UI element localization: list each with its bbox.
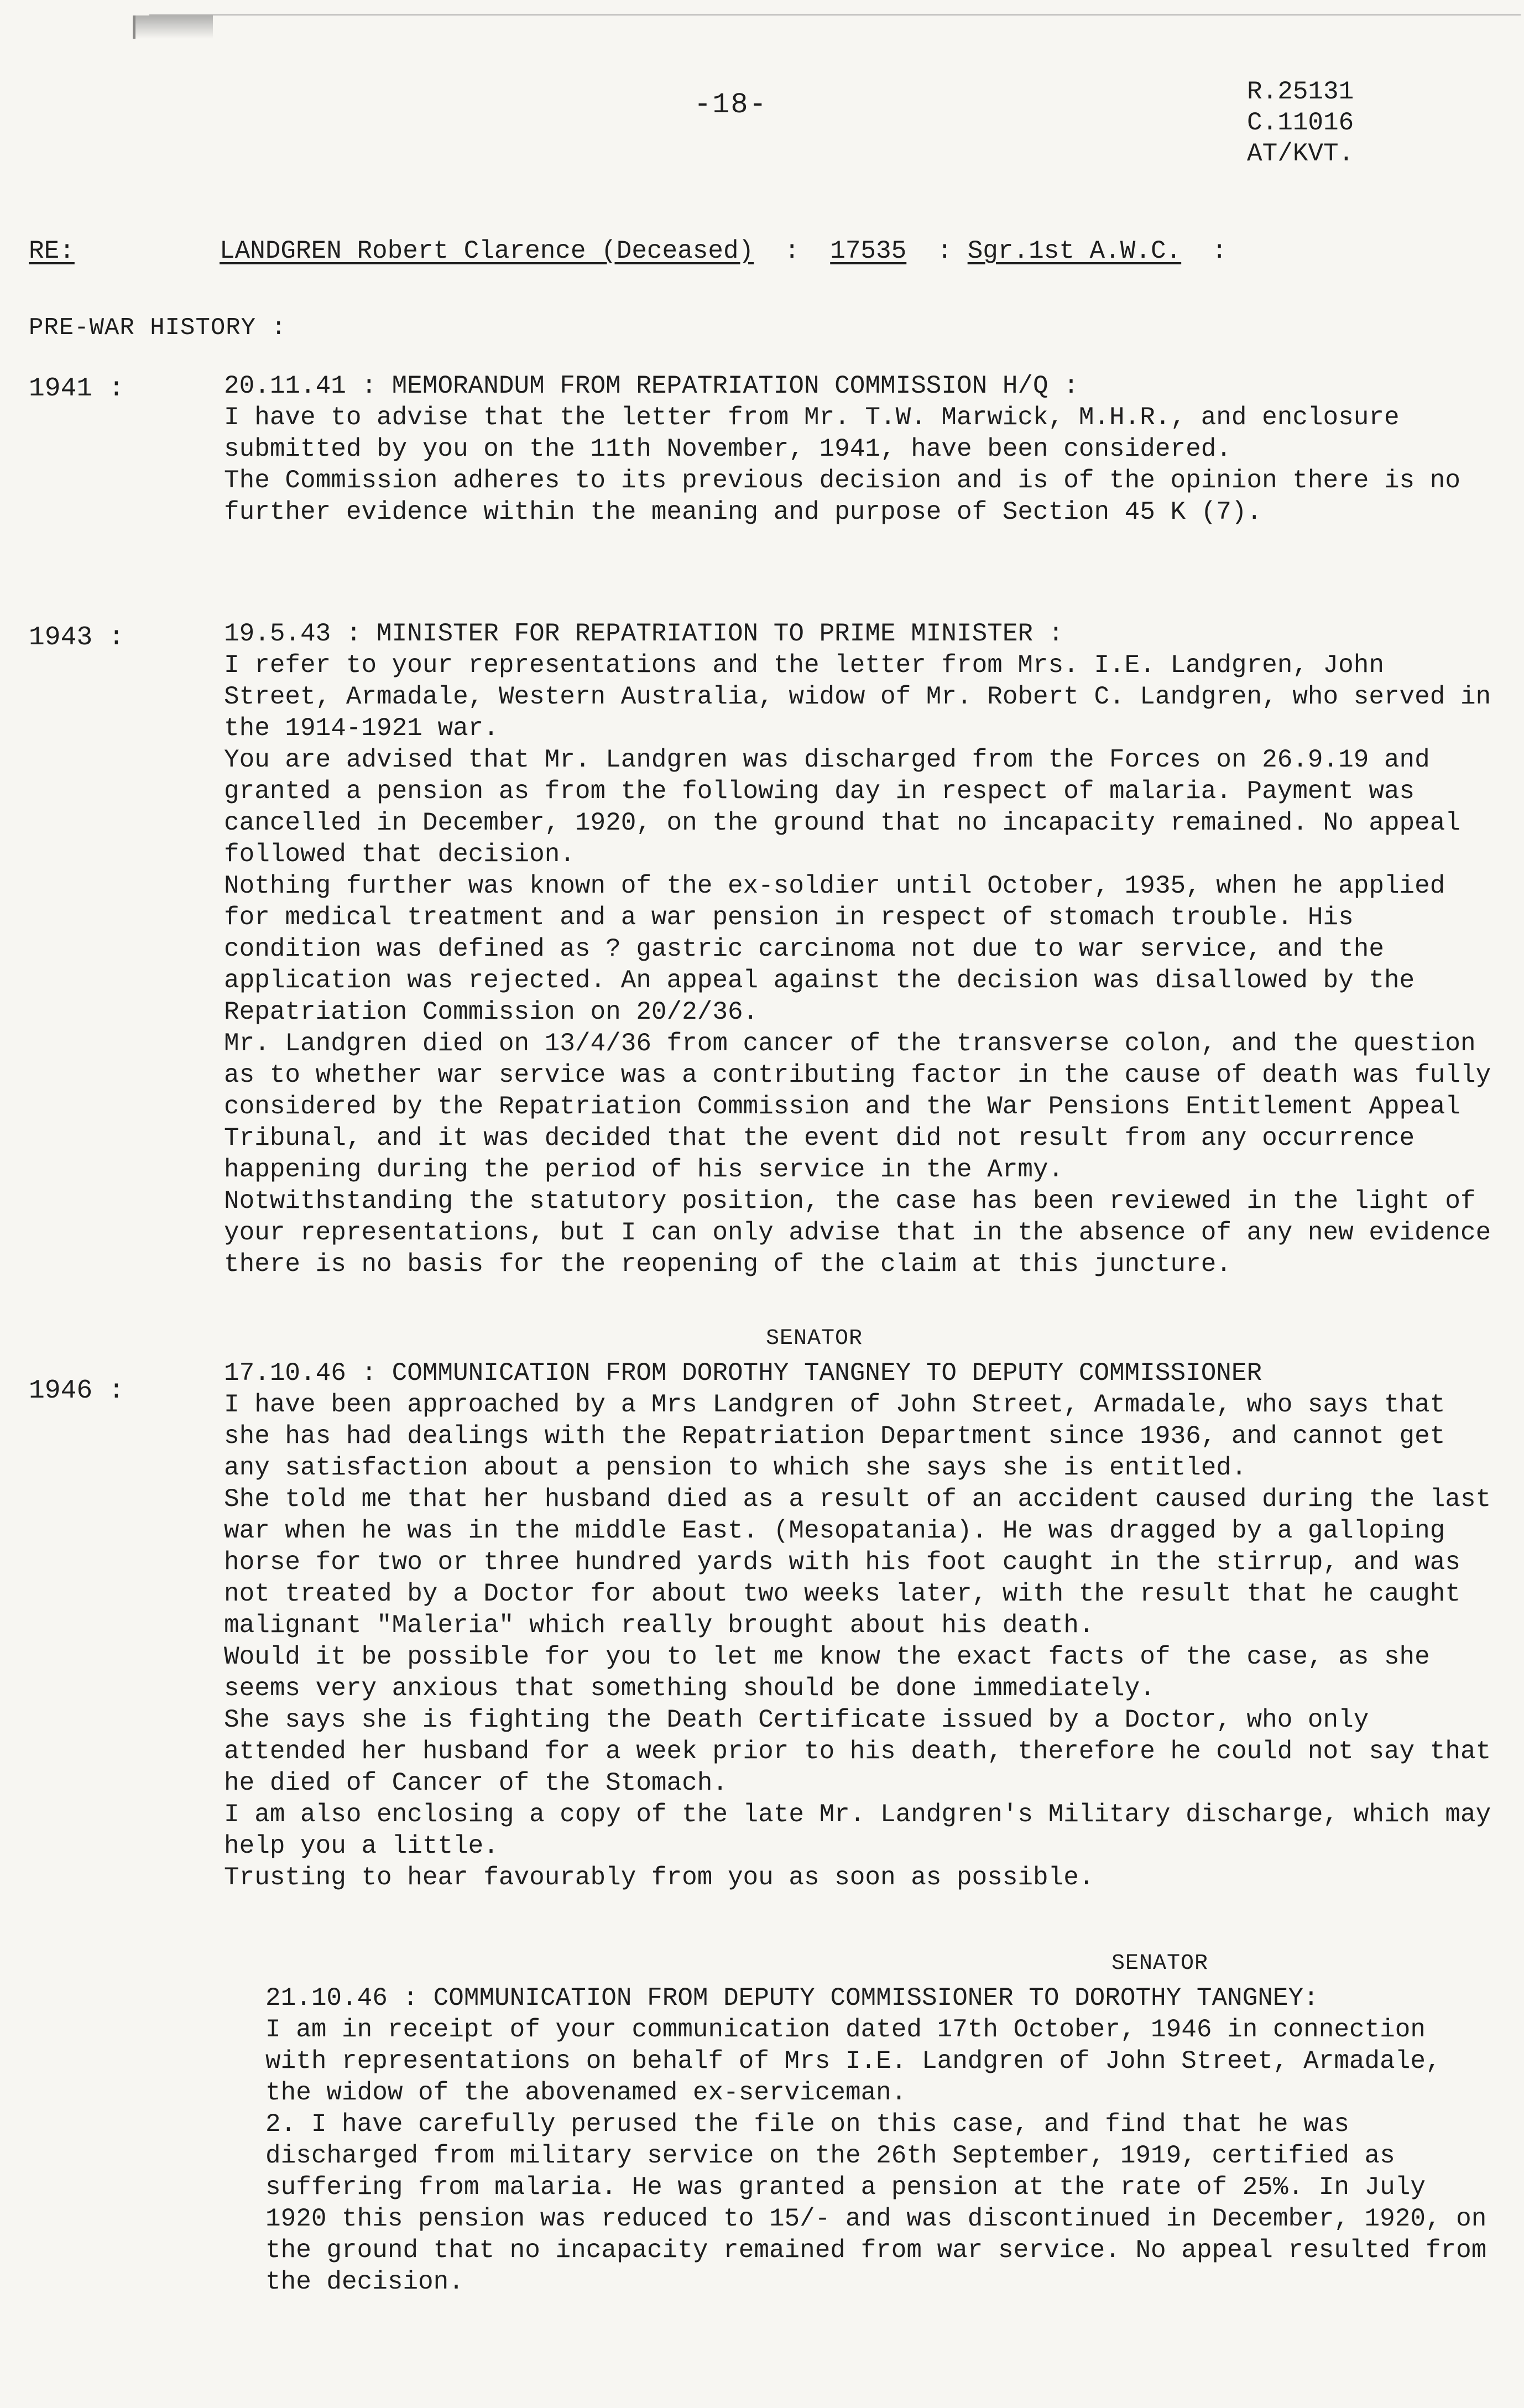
- scan-edge-line: [149, 14, 1521, 15]
- reference-initials: AT/KVT.: [1247, 139, 1354, 168]
- entry-paragraph: I refer to your representations and the letter from Mrs. I.E. Landgren, John Street, Armadale, Western Australia, widow of Mr. Robert C. Landgren, who served in the 1914-1921 war.: [224, 651, 1491, 743]
- re-label: RE:: [29, 237, 75, 265]
- rank-unit: Sgr.1st A.W.C.: [967, 237, 1182, 265]
- entry-paragraph: Notwithstanding the statutory position, the case has been reviewed in the light of your representations, but I can only advise that in the absence of any new evidence there is no basis for the reopening of the claim at this juncture.: [224, 1187, 1491, 1279]
- entry-paragraph: I am in receipt of your communication dated 17th October, 1946 in connection with representations on behalf of Mrs I.E. Landgren of John Street, Armadale, the widow of the abovenamed ex-serviceman.: [265, 2015, 1441, 2107]
- entry-paragraph: I am also enclosing a copy of the late Mr. Landgren's Military discharge, which may help you a little.: [224, 1800, 1491, 1860]
- service-number: 17535: [830, 237, 907, 265]
- reference-c: C.11016: [1247, 108, 1354, 137]
- entry-heading: 21.10.46 : COMMUNICATION FROM DEPUTY COMMISSIONER TO DOROTHY TANGNEY:: [265, 1984, 1319, 2013]
- scan-artifact: [133, 15, 213, 39]
- year-label: 1943 :: [29, 623, 124, 653]
- year-label: 1941 :: [29, 374, 124, 404]
- entry-1946-deputy: [265, 1983, 1499, 2298]
- entry-paragraph: Would it be possible for you to let me know the exact facts of the case, as she seems very anxious that something should be done immediately.: [224, 1643, 1430, 1703]
- entry-1946-tangney: [224, 1358, 1496, 1894]
- subject-separator: :: [784, 237, 800, 265]
- reference-r: R.25131: [1247, 77, 1354, 106]
- entry-heading: 20.11.41 : MEMORANDUM FROM REPATRIATION COMMISSION H/Q :: [224, 372, 1079, 400]
- entry-paragraph: Nothing further was known of the ex-soldier until October, 1935, when he applied for medical treatment and a war pension in respect of stomach trouble. His condition was defined as ? gastric carcinoma not due to war service, and the application was rejected. An appeal against the decision was disallowed by the Repatriation Commission on 20/2/36.: [224, 872, 1445, 1026]
- subject-separator: :: [1212, 237, 1227, 265]
- entry-paragraph: I have been approached by a Mrs Landgren of John Street, Armadale, who says that she has had dealings with the Repatriation Department since 1936, and cannot get any satisfaction about a pension to which she says she is entitled.: [224, 1390, 1445, 1482]
- entry-paragraph: She says she is fighting the Death Certificate issued by a Doctor, who only attended her husband for a week prior to his death, therefore he could not say that he died of Cancer of the Stomach.: [224, 1706, 1491, 1797]
- entry-paragraph: The Commission adheres to its previous decision and is of the opinion there is no further evidence within the meaning and purpose of Section 45 K (7).: [224, 466, 1460, 527]
- entry-1943: [224, 618, 1496, 1280]
- page-number: -18-: [694, 88, 768, 121]
- subject-name: LANDGREN Robert Clarence (Deceased): [220, 237, 754, 265]
- senator-annotation: SENATOR: [1111, 1951, 1209, 1976]
- year-label: 1946 :: [29, 1376, 124, 1406]
- entry-paragraph: I have to advise that the letter from Mr. T.W. Marwick, M.H.R., and enclosure submitted by you on the 11th November, 1941, have been considered.: [224, 403, 1400, 463]
- subject-line: [29, 237, 1489, 265]
- entry-paragraph: Mr. Landgren died on 13/4/36 from cancer of the transverse colon, and the question as to whether war service was a contributing factor in the cause of death was fully considered by the Repatriation Commission and the War Pensions Entitlement Appeal Tribunal, and it was decided that the event did not result from any occurrence happening during the period of his service in the Army.: [224, 1029, 1491, 1184]
- reference-block: [1247, 76, 1354, 169]
- entry-paragraph: She told me that her husband died as a result of an accident caused during the last war when he was in the middle East. (Mesopatania). He was dragged by a galloping horse for two or three hundred yards with his foot caught in the stirrup, and was not treated by a Doctor for about two weeks later, with the result that he caught malignant "Maleria" which really brought about his death.: [224, 1485, 1491, 1640]
- section-title: PRE-WAR HISTORY :: [29, 314, 286, 342]
- entry-paragraph: You are advised that Mr. Landgren was discharged from the Forces on 26.9.19 and granted a pension as from the following day in respect of malaria. Payment was cancelled in December, 1920, on the ground that no incapacity remained. No appeal followed that decision.: [224, 746, 1460, 869]
- entry-heading: 19.5.43 : MINISTER FOR REPATRIATION TO PRIME MINISTER :: [224, 619, 1064, 648]
- entry-paragraph: Trusting to hear favourably from you as soon as possible.: [224, 1863, 1094, 1892]
- entry-paragraph: 2. I have carefully perused the file on this case, and find that he was discharged from military service on the 26th September, 1919, certified as suffering from malaria. He was granted a pension at the rate of 25%. In July 1920 this pension was reduced to 15/- and was discontinued in December, 1920, on the ground that no incapacity remained from war service. No appeal resulted from the decision.: [265, 2110, 1487, 2296]
- senator-annotation: SENATOR: [766, 1326, 863, 1351]
- entry-1941: [224, 371, 1496, 528]
- subject-separator: :: [937, 237, 953, 265]
- entry-heading: 17.10.46 : COMMUNICATION FROM DOROTHY TANGNEY TO DEPUTY COMMISSIONER: [224, 1359, 1262, 1388]
